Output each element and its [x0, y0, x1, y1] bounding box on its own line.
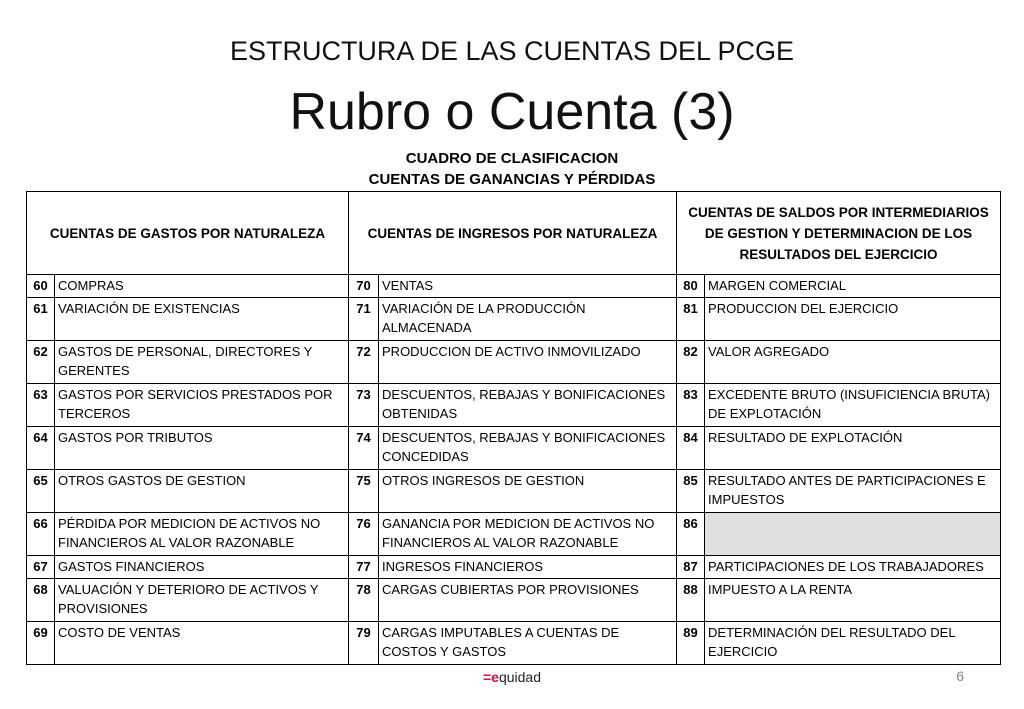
saldo-label: IMPUESTO A LA RENTA: [705, 579, 1001, 622]
ingreso-code: 78: [349, 579, 379, 622]
gasto-label: VALUACIÓN Y DETERIORO DE ACTIVOS Y PROVISIONES: [55, 579, 349, 622]
ingreso-code: 73: [349, 384, 379, 427]
classification-table: [26, 191, 1001, 665]
gasto-label: PÉRDIDA POR MEDICION DE ACTIVOS NO FINANCIEROS AL VALOR RAZONABLE: [55, 513, 349, 556]
ingreso-label: CARGAS CUBIERTAS POR PROVISIONES: [379, 579, 677, 622]
saldo-label: VALOR AGREGADO: [705, 341, 1001, 384]
saldo-label: PRODUCCION DEL EJERCICIO: [705, 298, 1001, 341]
header-ingresos: CUENTAS DE INGRESOS POR NATURALEZA: [349, 192, 677, 275]
ingreso-label: GANANCIA POR MEDICION DE ACTIVOS NO FINANCIEROS AL VALOR RAZONABLE: [379, 513, 677, 556]
gasto-code: 64: [27, 427, 55, 470]
ingreso-label: VENTAS: [379, 275, 677, 298]
table-row: [27, 556, 1001, 579]
gasto-label: GASTOS POR SERVICIOS PRESTADOS POR TERCEROS: [55, 384, 349, 427]
gasto-code: 61: [27, 298, 55, 341]
gasto-code: 60: [27, 275, 55, 298]
saldo-label: MARGEN COMERCIAL: [705, 275, 1001, 298]
slide-subtitle: Rubro o Cuenta (3): [289, 83, 735, 141]
gasto-label: COMPRAS: [55, 275, 349, 298]
saldo-code: 83: [677, 384, 705, 427]
saldo-code: 82: [677, 341, 705, 384]
saldo-code: 89: [677, 622, 705, 665]
saldo-label: EXCEDENTE BRUTO (INSUFICIENCIA BRUTA) DE EXPLOTACIÓN: [705, 384, 1001, 427]
slide-title: ESTRUCTURA DE LAS CUENTAS DEL PCGE: [229, 36, 795, 66]
ingreso-label: OTROS INGRESOS DE GESTION: [379, 470, 677, 513]
gasto-label: GASTOS POR TRIBUTOS: [55, 427, 349, 470]
ingreso-code: 76: [349, 513, 379, 556]
table-header-row: [27, 192, 1001, 275]
ingreso-code: 72: [349, 341, 379, 384]
gasto-code: 69: [27, 622, 55, 665]
ingreso-label: DESCUENTOS, REBAJAS Y BONIFICACIONES CONCEDIDAS: [379, 427, 677, 470]
saldo-label: PARTICIPACIONES DE LOS TRABAJADORES: [705, 556, 1001, 579]
ingreso-code: 75: [349, 470, 379, 513]
logo-text: quidad: [498, 669, 541, 685]
table-row: [27, 298, 1001, 341]
table-caption-line2: CUENTAS DE GANANCIAS Y PÉRDIDAS: [368, 171, 656, 188]
gasto-label: GASTOS DE PERSONAL, DIRECTORES Y GERENTES: [55, 341, 349, 384]
saldo-code: 86: [677, 513, 705, 556]
ingreso-code: 79: [349, 622, 379, 665]
saldo-code: 84: [677, 427, 705, 470]
ingreso-label: INGRESOS FINANCIEROS: [379, 556, 677, 579]
saldo-label: RESULTADO DE EXPLOTACIÓN: [705, 427, 1001, 470]
ingreso-label: DESCUENTOS, REBAJAS Y BONIFICACIONES OBTENIDAS: [379, 384, 677, 427]
gasto-code: 63: [27, 384, 55, 427]
gasto-code: 62: [27, 341, 55, 384]
saldo-code: 85: [677, 470, 705, 513]
table-row: [27, 513, 1001, 556]
saldo-label-empty: [705, 513, 1001, 556]
equidad-logo: [0, 668, 1024, 686]
table-row: [27, 579, 1001, 622]
page-number: 6: [956, 668, 964, 684]
gasto-code: 66: [27, 513, 55, 556]
gasto-code: 68: [27, 579, 55, 622]
saldo-label: RESULTADO ANTES DE PARTICIPACIONES E IMPUESTOS: [705, 470, 1001, 513]
header-gastos: CUENTAS DE GASTOS POR NATURALEZA: [27, 192, 349, 275]
table-row: [27, 341, 1001, 384]
gasto-label: GASTOS FINANCIEROS: [55, 556, 349, 579]
ingreso-code: 77: [349, 556, 379, 579]
table-caption-line1: CUADRO DE CLASIFICACION: [405, 150, 619, 167]
gasto-label: VARIACIÓN DE EXISTENCIAS: [55, 298, 349, 341]
table-row: [27, 470, 1001, 513]
table-row: [27, 275, 1001, 298]
ingreso-code: 71: [349, 298, 379, 341]
header-saldos: CUENTAS DE SALDOS POR INTERMEDIARIOS DE GESTION Y DETERMINACION DE LOS RESULTADOS DEL EJERCICIO: [677, 192, 1001, 275]
logo-mark: =e: [482, 669, 499, 685]
gasto-code: 67: [27, 556, 55, 579]
ingreso-label: VARIACIÓN DE LA PRODUCCIÓN ALMACENADA: [379, 298, 677, 341]
ingreso-label: CARGAS IMPUTABLES A CUENTAS DE COSTOS Y GASTOS: [379, 622, 677, 665]
gasto-code: 65: [27, 470, 55, 513]
saldo-code: 81: [677, 298, 705, 341]
saldo-code: 80: [677, 275, 705, 298]
saldo-code: 88: [677, 579, 705, 622]
table-row: [27, 427, 1001, 470]
table-row: [27, 622, 1001, 665]
ingreso-code: 70: [349, 275, 379, 298]
saldo-code: 87: [677, 556, 705, 579]
gasto-label: OTROS GASTOS DE GESTION: [55, 470, 349, 513]
table-row: [27, 384, 1001, 427]
ingreso-label: PRODUCCION DE ACTIVO INMOVILIZADO: [379, 341, 677, 384]
saldo-label: DETERMINACIÓN DEL RESULTADO DEL EJERCICIO: [705, 622, 1001, 665]
ingreso-code: 74: [349, 427, 379, 470]
gasto-label: COSTO DE VENTAS: [55, 622, 349, 665]
